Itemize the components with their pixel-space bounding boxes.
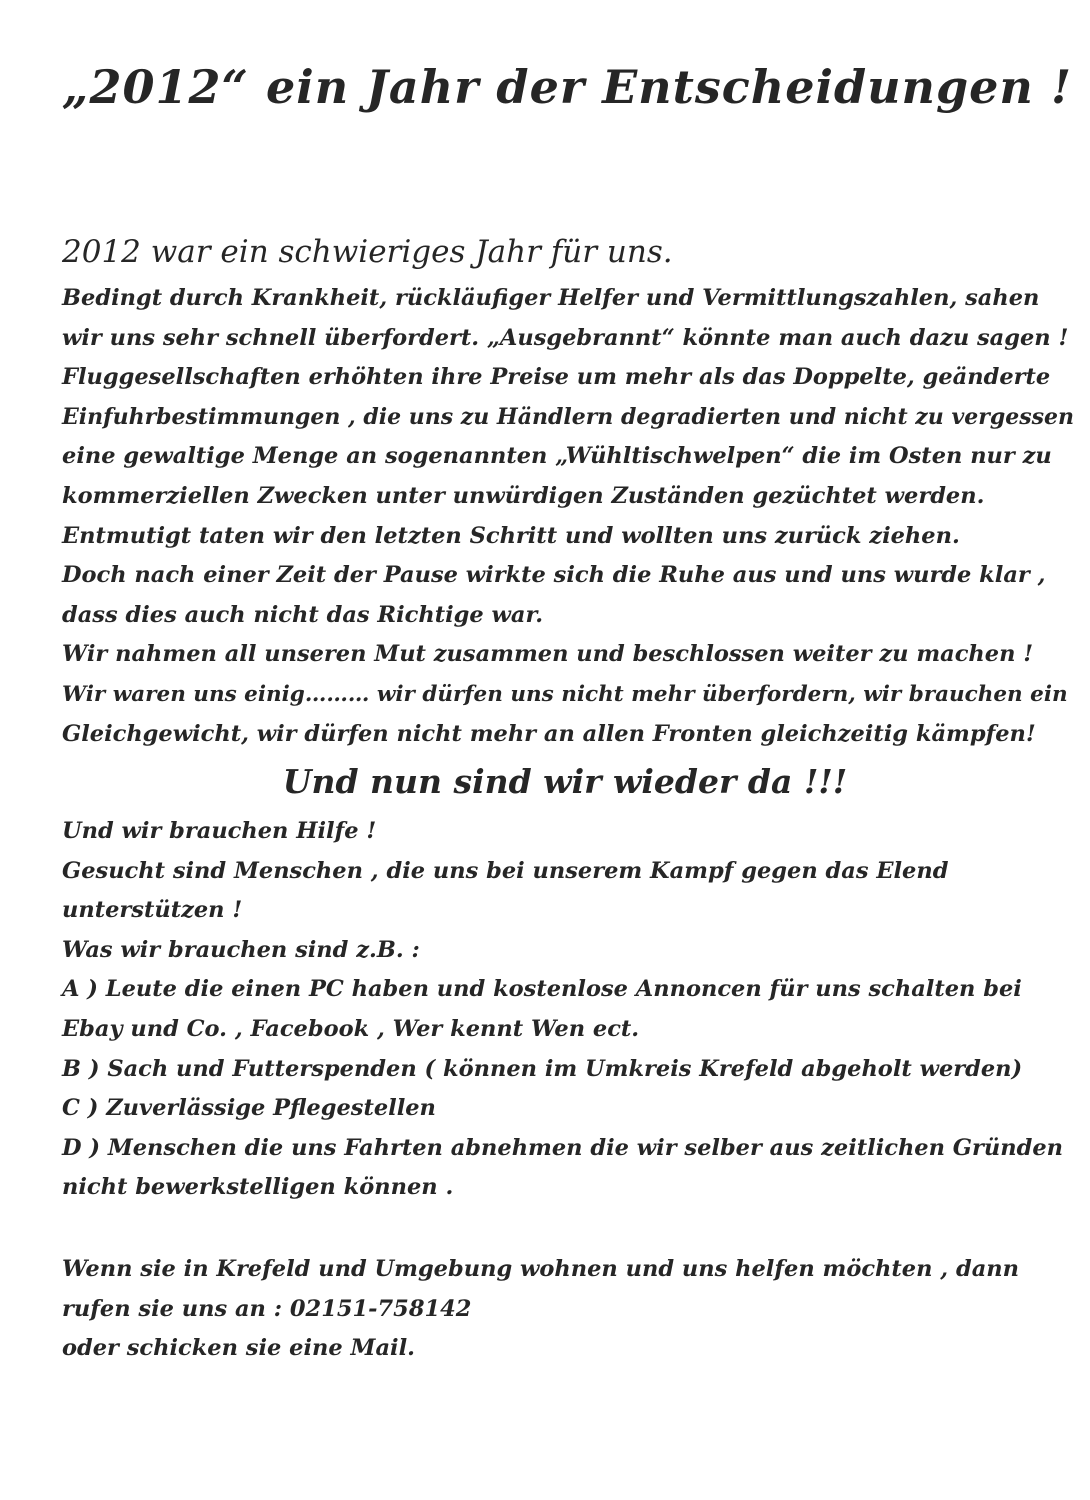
text-line: Fluggesellschaften erhöhten ihre Preise um mehr als das Doppelte, geänderte [62,364,1051,391]
list-item: C ) Zuverlässige Pflegestellen [62,1095,436,1122]
text-line: Gesucht sind Menschen , die uns bei unserem Kampf gegen das Elend [62,857,949,884]
text-line: Bedingt durch Krankheit, rückläufiger Helfer und Vermittlungszahlen, sahen [62,285,1040,311]
text-line: Entmutigt taten wir den letzten Schritt und wollten uns zurück ziehen. [62,522,960,549]
text-line: Und wir brauchen Hilfe ! [62,818,377,844]
text-line: Ebay und Co. , Facebook , Wer kennt Wen ect. [62,1015,640,1042]
text-line: Was wir brauchen sind z.B. : [62,936,420,963]
text-line: Wenn sie in Krefeld und Umgebung wohnen und uns helfen möchten , dann [62,1256,1019,1282]
list-item: A ) Leute die einen PC haben und kostenlose Annoncen für uns schalten bei [62,976,1022,1003]
text-line: oder schicken sie eine Mail. [62,1335,415,1362]
list-item: B ) Sach und Futterspenden ( können im Umkreis Krefeld abgeholt werden) [62,1055,1023,1082]
list-item: D ) Menschen die uns Fahrten abnehmen die wir selber aus zeitlichen Gründen [62,1134,1063,1161]
intro-paragraph [62,279,1072,754]
help-request-list [62,812,1072,1208]
text-line: Doch nach einer Zeit der Pause wirkte sich die Ruhe aus und uns wurde klar , [62,562,1046,589]
text-line: dass dies auch nicht das Richtige war. [62,601,544,628]
phone-line: rufen sie uns an : 02151-758142 [62,1295,472,1322]
text-line: unterstützen ! [62,897,243,924]
text-line: nicht bewerkstelligen können . [62,1174,454,1201]
page-title: „2012“ ein Jahr der Entscheidungen ! [62,60,1073,114]
text-line: Einfuhrbestimmungen , die uns zu Händlern degradierten und nicht zu vergessen [62,403,1074,430]
contact-paragraph [62,1250,1072,1369]
subtitle: 2012 war ein schwieriges Jahr für uns. [62,234,673,270]
text-line: Wir nahmen all unseren Mut zusammen und beschlossen weiter zu machen ! [62,641,1034,668]
text-line: wir uns sehr schnell überfordert. „Ausgebrannt“ könnte man auch dazu sagen ! [62,324,1069,351]
text-line: eine gewaltige Menge an sogenannten „Wühltischwelpen“ die im Osten nur zu [62,443,1052,470]
text-line: Gleichgewicht, wir dürfen nicht mehr an allen Fronten gleichzeitig kämpfen! [62,720,1036,747]
text-line: kommerziellen Zwecken unter unwürdigen Zuständen gezüchtet werden. [62,482,985,509]
headline: Und nun sind wir wieder da !!! [282,762,848,801]
text-line: Wir waren uns einig……… wir dürfen uns nicht mehr überfordern, wir brauchen ein [62,681,1068,707]
